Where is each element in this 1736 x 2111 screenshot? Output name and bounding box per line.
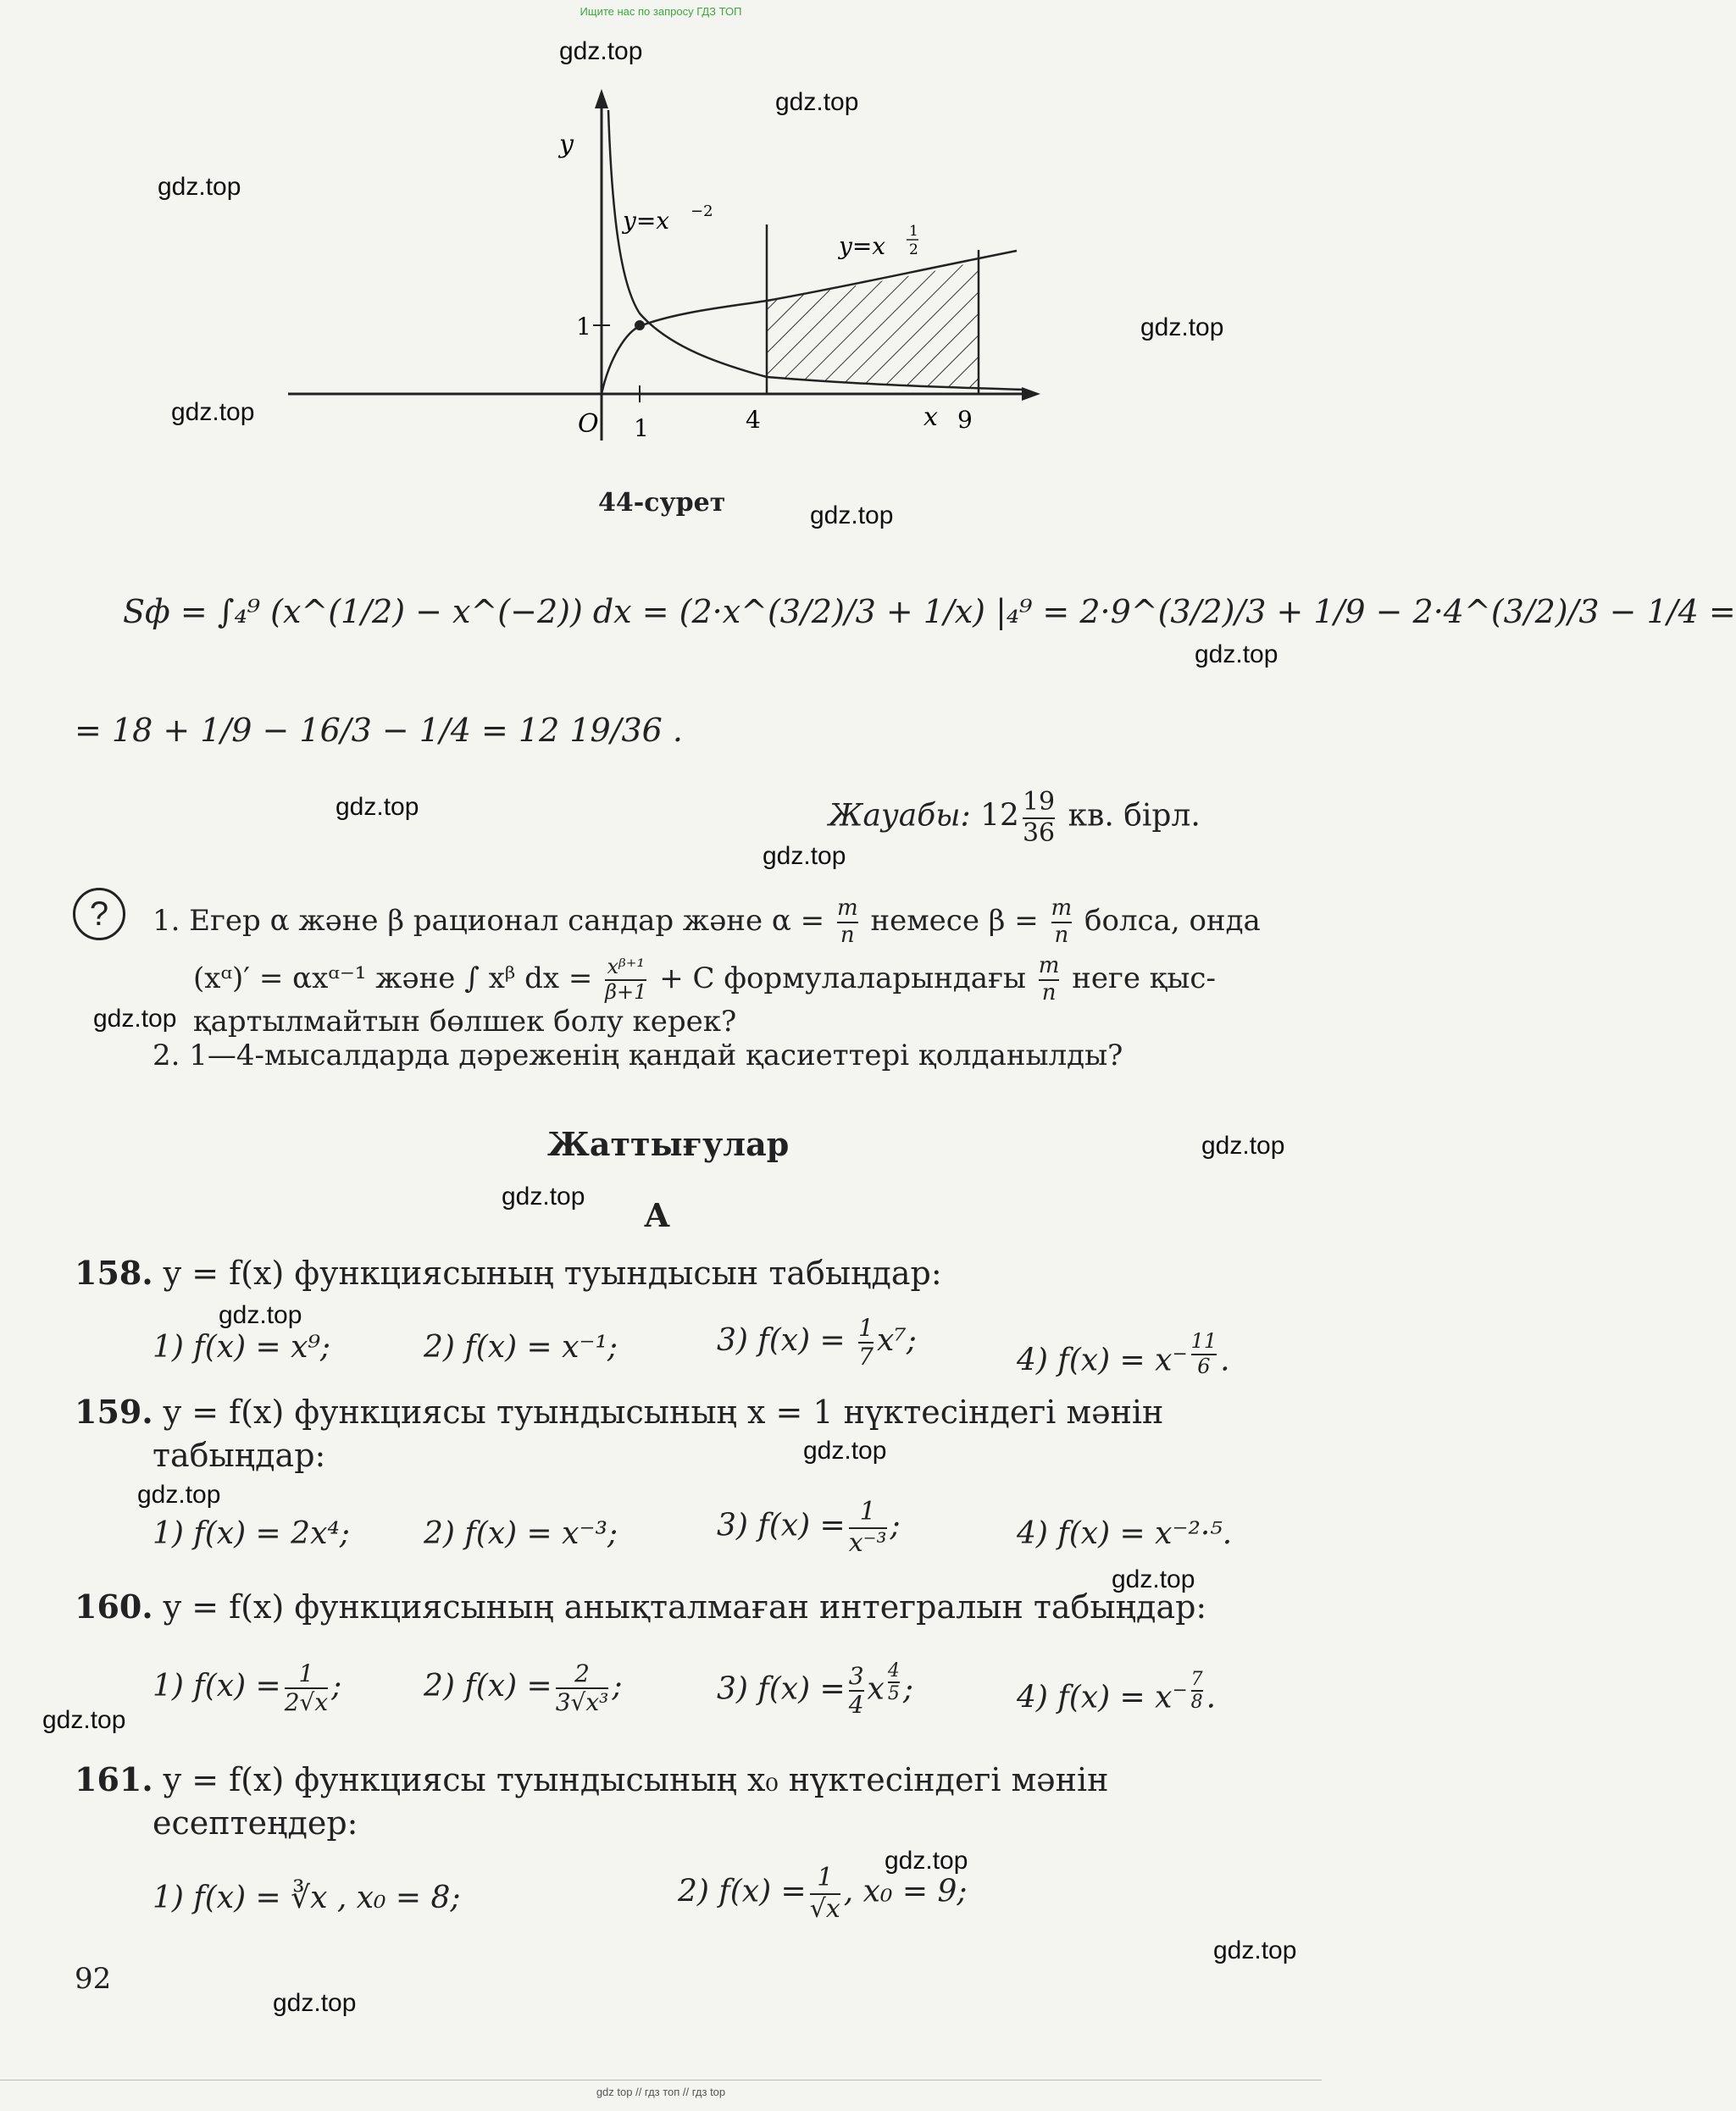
answer-whole: 12 <box>980 798 1019 834</box>
watermark: gdz.top <box>1140 313 1224 341</box>
x-axis-label: x <box>923 402 938 432</box>
watermark: gdz.top <box>810 501 894 529</box>
watermark: gdz.top <box>336 793 419 821</box>
question-mark-icon: ? <box>73 888 125 940</box>
answer-num: 19 <box>1022 787 1056 817</box>
exercise-160-item-3: 3) f(x) = $\frac{3}{4}$ x $^{\frac{4}{5}}$ ; <box>717 1660 913 1720</box>
exercise-160-item-1: 1) f(x) = $\frac{1}{2√x}$ ; <box>153 1659 342 1717</box>
y-axis-label: y <box>559 130 574 159</box>
origin-label: O <box>578 409 599 439</box>
curve-a-label: y=x <box>623 207 670 235</box>
answer-den: 36 <box>1022 817 1056 848</box>
exercise-159-line-2: табыңдар: <box>153 1437 326 1474</box>
answer-unit: кв. бірл. <box>1068 798 1201 834</box>
exercises-heading: Жаттығулар <box>547 1125 790 1163</box>
exercise-159-item-2: 2) f(x) = x⁻³; <box>424 1516 618 1551</box>
tick-label-y1: 1 <box>576 313 591 341</box>
question-1-line-1: 1. Егер α және β рационал сандар және α = $\frac{m}{n}$ немесе β = $\frac{m}{n}$ болса, онда <box>153 895 1261 948</box>
exercise-159: 159. y = f(x) функциясы туындысының x = 1 нүктесіндегі мәнін <box>75 1393 1164 1431</box>
intersection-point <box>635 320 645 330</box>
exercise-159-item-1: 1) f(x) = 2x⁴; <box>153 1516 350 1551</box>
watermark: gdz.top <box>775 88 859 116</box>
tick-label-x1: 1 <box>634 414 649 442</box>
watermark: gdz.top <box>137 1481 221 1509</box>
watermark: gdz.top <box>763 842 846 870</box>
answer-label: Жауабы: <box>829 798 971 834</box>
curve-b-exp-num: 1 <box>909 223 918 240</box>
exercise-158-item-2: 2) f(x) = x⁻¹; <box>424 1330 618 1365</box>
figure-44-graph <box>280 85 1042 449</box>
watermark: gdz.top <box>1201 1132 1285 1160</box>
exercise-number: 158. <box>75 1254 153 1292</box>
exercise-161-line-2: есептеңдер: <box>153 1804 358 1842</box>
watermark: gdz.top <box>158 173 241 201</box>
exercise-160-item-4: 4) $f(x) = x^{- \frac{7}{8}}$ . <box>1017 1669 1217 1715</box>
top-banner: Ищите нас по запросу ГДЗ ТОП <box>580 5 742 18</box>
solution-line-1: Sф = ∫₄⁹ (x^(1/2) − x^(−2)) dx = (2·x^(3/2)/3 + 1/x) |₄⁹ = 2·9^(3/2)/3 + 1/9 − 2·4^(3/2)/3 − 1/4 = <box>123 593 1736 630</box>
y-axis-arrow <box>595 89 608 108</box>
curve-b-label: y=x <box>839 232 886 260</box>
watermark: gdz.top <box>171 398 255 426</box>
exercise-159-item-4: 4) f(x) = x⁻²·⁵. <box>1017 1516 1233 1551</box>
question-1-line-3: қартылмайтын бөлшек болу керек? <box>193 1005 737 1039</box>
watermark: gdz.top <box>273 1989 357 2017</box>
exercise-158-item-4: 4) $f(x) = x^{- \frac{11}{6}}$ . <box>1017 1329 1230 1378</box>
watermark: gdz.top <box>1195 640 1278 668</box>
exercise-158-item-1: 1) f(x) = x⁹; <box>153 1330 331 1365</box>
exercise-160: 160. y = f(x) функциясының анықталмаған интегралын табыңдар: <box>75 1587 1207 1626</box>
exercise-number: 160. <box>75 1587 153 1626</box>
question-1-line-2: (xᵅ)′ = αxᵅ⁻¹ және ∫ xᵝ dx = $\frac{\text{xᵝ⁺¹}}{\beta+1}$ + C формулаларындағы $\frac{m}{n}$ неге қыс- <box>193 953 1216 1006</box>
exercise-number: 159. <box>75 1393 153 1431</box>
exercise-159-item-3: 3) f(x) = $\frac{1}{\text{x⁻³}}$ ; <box>717 1497 901 1558</box>
watermark: gdz.top <box>502 1183 585 1211</box>
question-2: 2. 1—4-мысалдарда дәреженің қандай қасиеттері қолданылды? <box>153 1039 1123 1072</box>
exercise-161-item-2: 2) f(x) = $\frac{1}{√x}$ , x₀ = 9; <box>678 1863 968 1924</box>
curve-a-exp: −2 <box>691 202 713 220</box>
exercise-158-item-3: 3) f(x) = $\frac{1}{7}$ x⁷; <box>717 1314 917 1371</box>
watermark: gdz.top <box>1112 1565 1195 1593</box>
exercise-number: 161. <box>75 1760 153 1798</box>
tick-label-x9: 9 <box>957 406 973 434</box>
answer <box>829 788 1201 848</box>
curve-b-exp-den: 2 <box>909 241 918 258</box>
watermark: gdz.top <box>1213 1936 1297 1964</box>
watermark: gdz.top <box>803 1437 887 1465</box>
exercise-158: 158. y = f(x) функциясының туындысын табыңдар: <box>75 1254 942 1292</box>
watermark: gdz.top <box>219 1301 302 1329</box>
tick-label-x4: 4 <box>746 406 761 434</box>
footer-divider <box>0 2080 1322 2081</box>
exercise-161-item-1: 1) f(x) = ∛x , x₀ = 8; <box>153 1881 461 1915</box>
bottom-banner: gdz top // гдз топ // гдз top <box>596 2086 726 2098</box>
watermark: gdz.top <box>93 1005 177 1033</box>
page-number: 92 <box>75 1962 112 1996</box>
solution-line-2: = 18 + 1/9 − 16/3 − 1/4 = 12 19/36 . <box>75 712 684 749</box>
watermark: gdz.top <box>885 1847 968 1875</box>
exercise-160-item-2: 2) f(x) = $\frac{2}{\text{3√x³}}$ ; <box>424 1659 623 1717</box>
exercise-161: 161. y = f(x) функциясы туындысының x₀ нүктесіндегі мәнін <box>75 1760 1109 1798</box>
figure-caption: 44-сурет <box>598 488 726 518</box>
watermark: gdz.top <box>42 1706 126 1734</box>
section-label: А <box>644 1196 670 1234</box>
watermark: gdz.top <box>559 37 643 65</box>
